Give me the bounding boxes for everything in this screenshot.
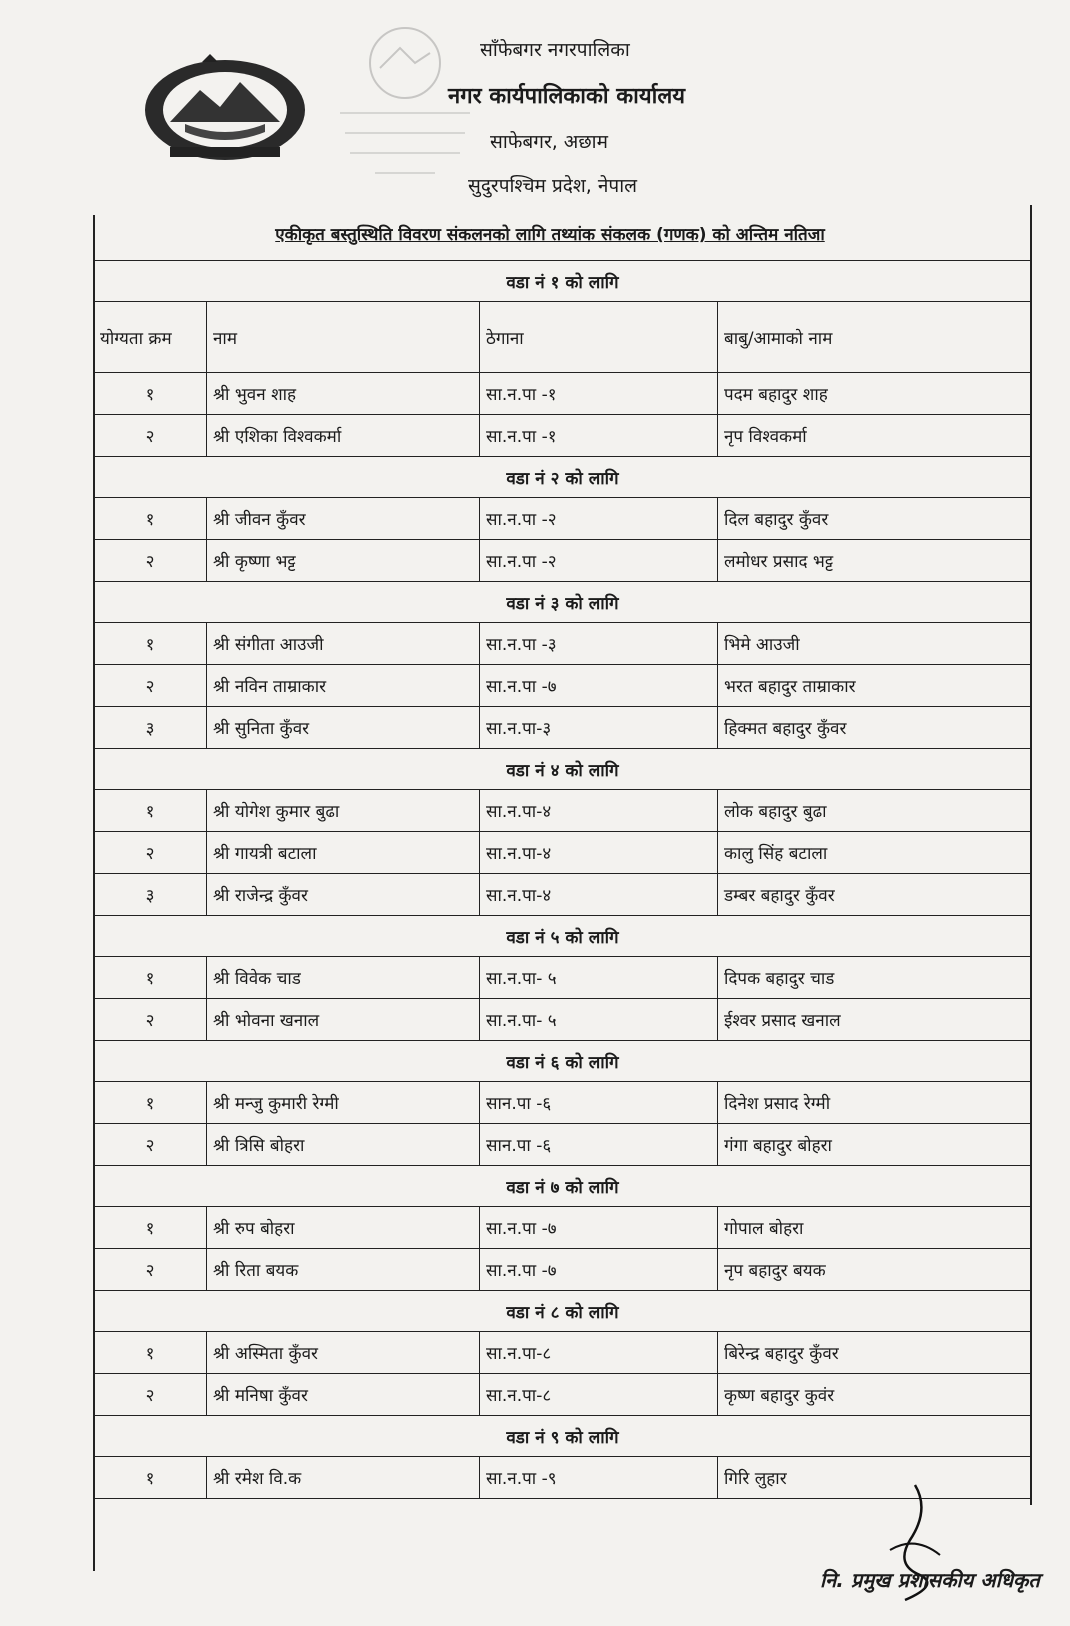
table-row	[94, 1374, 1032, 1416]
rank-cell: १	[94, 373, 207, 415]
address-cell: सा.न.पा -७	[480, 1207, 718, 1249]
address-cell: सा.न.पा -९	[480, 1457, 718, 1499]
parent-cell: भिमे आउजी	[718, 623, 1032, 665]
table-row	[94, 1249, 1032, 1291]
rank-cell: १	[94, 957, 207, 999]
name-cell: श्री भुवन शाह	[207, 373, 480, 415]
parent-cell: लमोधर प्रसाद भट्ट	[718, 540, 1032, 582]
results-table	[93, 260, 1032, 1499]
name-cell: श्री एशिका विश्वकर्मा	[207, 415, 480, 457]
parent-cell: हिक्मत बहादुर कुँवर	[718, 707, 1032, 749]
document-title: एकीकृत बस्तुस्थिति विवरण संकलनको लागि तथ्यांक संकलक (गणक) को अन्तिम नतिजा	[275, 225, 825, 245]
name-cell: श्री मन्जु कुमारी रेग्मी	[207, 1082, 480, 1124]
name-cell: श्री गायत्री बटाला	[207, 832, 480, 874]
column-header-name: नाम	[207, 302, 480, 373]
parent-cell: बिरेन्द्र बहादुर कुँवर	[718, 1332, 1032, 1374]
table-row	[94, 665, 1032, 707]
table-row	[94, 540, 1032, 582]
nepal-emblem-icon	[140, 52, 310, 164]
address-cell: सा.न.पा-४	[480, 874, 718, 916]
name-cell: श्री संगीता आउजी	[207, 623, 480, 665]
ward-heading-row	[94, 749, 1032, 790]
rank-cell: २	[94, 832, 207, 874]
office-name: नगर कार्यपालिकाको कार्यालय	[448, 84, 685, 109]
ward-heading-row	[94, 1416, 1032, 1457]
ward-heading: वडा नं २ को लागि	[94, 457, 1032, 498]
rank-cell: १	[94, 498, 207, 540]
name-cell: श्री रुप बोहरा	[207, 1207, 480, 1249]
ward-heading: वडा नं ६ को लागि	[94, 1041, 1032, 1082]
rank-cell: १	[94, 790, 207, 832]
ward-heading-row	[94, 261, 1032, 302]
ward-heading-row	[94, 457, 1032, 498]
parent-cell: गोपाल बोहरा	[718, 1207, 1032, 1249]
rank-cell: ३	[94, 874, 207, 916]
address-cell: सा.न.पा -२	[480, 540, 718, 582]
name-cell: श्री अस्मिता कुँवर	[207, 1332, 480, 1374]
rank-cell: २	[94, 999, 207, 1041]
ward-heading-row	[94, 916, 1032, 957]
table-row	[94, 623, 1032, 665]
letterhead	[0, 0, 1070, 215]
rank-cell: १	[94, 1332, 207, 1374]
office-location: साफेबगर, अछाम	[490, 131, 608, 153]
column-header-rank: योग्यता क्रम	[94, 302, 207, 373]
name-cell: श्री भोवना खनाल	[207, 999, 480, 1041]
address-cell: सा.न.पा-४	[480, 832, 718, 874]
name-cell: श्री रमेश वि.क	[207, 1457, 480, 1499]
parent-cell: कालु सिंह बटाला	[718, 832, 1032, 874]
rank-cell: २	[94, 1124, 207, 1166]
ward-heading: वडा नं १ को लागि	[94, 261, 1032, 302]
ward-heading-row	[94, 582, 1032, 623]
name-cell: श्री त्रिसि बोहरा	[207, 1124, 480, 1166]
address-cell: सा.न.पा -७	[480, 665, 718, 707]
rank-cell: ३	[94, 707, 207, 749]
parent-cell: नृप बहादुर बयक	[718, 1249, 1032, 1291]
address-cell: सा.न.पा-८	[480, 1374, 718, 1416]
rank-cell: १	[94, 1457, 207, 1499]
table-row	[94, 415, 1032, 457]
address-cell: सा.न.पा-३	[480, 707, 718, 749]
parent-cell: कृष्ण बहादुर कुवंर	[718, 1374, 1032, 1416]
ward-heading: वडा नं ४ को लागि	[94, 749, 1032, 790]
name-cell: श्री राजेन्द्र कुँवर	[207, 874, 480, 916]
table-row	[94, 957, 1032, 999]
name-cell: श्री जीवन कुँवर	[207, 498, 480, 540]
signatory-title: नि. प्रमुख प्रशासकीय अधिकृत	[820, 1568, 1040, 1592]
parent-cell: भरत बहादुर ताम्राकार	[718, 665, 1032, 707]
rank-cell: २	[94, 665, 207, 707]
table-row	[94, 1332, 1032, 1374]
name-cell: श्री रिता बयक	[207, 1249, 480, 1291]
rank-cell: २	[94, 415, 207, 457]
rank-cell: १	[94, 623, 207, 665]
ward-heading-row	[94, 1041, 1032, 1082]
name-cell: श्री कृष्णा भट्ट	[207, 540, 480, 582]
parent-cell: लोक बहादुर बुढा	[718, 790, 1032, 832]
column-header-parent: बाबु/आमाको नाम	[718, 302, 1032, 373]
table-row	[94, 832, 1032, 874]
table-row	[94, 790, 1032, 832]
ward-heading: वडा नं ९ को लागि	[94, 1416, 1032, 1457]
rank-cell: २	[94, 1374, 207, 1416]
table-row	[94, 1207, 1032, 1249]
column-header-address: ठेगाना	[480, 302, 718, 373]
address-cell: सा.न.पा- ५	[480, 999, 718, 1041]
table-row	[94, 1082, 1032, 1124]
name-cell: श्री सुनिता कुँवर	[207, 707, 480, 749]
parent-cell: पदम बहादुर शाह	[718, 373, 1032, 415]
parent-cell: गंगा बहादुर बोहरा	[718, 1124, 1032, 1166]
address-cell: सा.न.पा-८	[480, 1332, 718, 1374]
address-cell: सा.न.पा -२	[480, 498, 718, 540]
column-header-row	[94, 302, 1032, 373]
rank-cell: २	[94, 540, 207, 582]
parent-cell: ईश्वर प्रसाद खनाल	[718, 999, 1032, 1041]
table-row	[94, 498, 1032, 540]
municipality-name: साँफेबगर नगरपालिका	[480, 39, 630, 61]
address-cell: सा.न.पा -७	[480, 1249, 718, 1291]
table-row	[94, 1124, 1032, 1166]
table-row	[94, 874, 1032, 916]
ward-heading: वडा नं ३ को लागि	[94, 582, 1032, 623]
ward-heading-row	[94, 1291, 1032, 1332]
name-cell: श्री योगेश कुमार बुढा	[207, 790, 480, 832]
parent-cell: दिनेश प्रसाद रेग्मी	[718, 1082, 1032, 1124]
rank-cell: १	[94, 1207, 207, 1249]
address-cell: सा.न.पा -३	[480, 623, 718, 665]
table-row	[94, 373, 1032, 415]
address-cell: सा.न.पा- ५	[480, 957, 718, 999]
name-cell: श्री विवेक चाड	[207, 957, 480, 999]
address-cell: सा.न.पा -१	[480, 415, 718, 457]
parent-cell: गिरि लुहार	[718, 1457, 1032, 1499]
table-row	[94, 999, 1032, 1041]
parent-cell: डम्बर बहादुर कुँवर	[718, 874, 1032, 916]
ward-heading-row	[94, 1166, 1032, 1207]
rank-cell: २	[94, 1249, 207, 1291]
table-row	[94, 707, 1032, 749]
parent-cell: नृप विश्वकर्मा	[718, 415, 1032, 457]
ward-heading: वडा नं ७ को लागि	[94, 1166, 1032, 1207]
name-cell: श्री नविन ताम्राकार	[207, 665, 480, 707]
province-country: सुदुरपश्चिम प्रदेश, नेपाल	[468, 175, 637, 197]
rank-cell: १	[94, 1082, 207, 1124]
name-cell: श्री मनिषा कुँवर	[207, 1374, 480, 1416]
address-cell: सा.न.पा-४	[480, 790, 718, 832]
address-cell: सान.पा -६	[480, 1124, 718, 1166]
ward-heading: वडा नं ८ को लागि	[94, 1291, 1032, 1332]
parent-cell: दिपक बहादुर चाड	[718, 957, 1032, 999]
parent-cell: दिल बहादुर कुँवर	[718, 498, 1032, 540]
ward-heading: वडा नं ५ को लागि	[94, 916, 1032, 957]
address-cell: सा.न.पा -१	[480, 373, 718, 415]
address-cell: सान.पा -६	[480, 1082, 718, 1124]
